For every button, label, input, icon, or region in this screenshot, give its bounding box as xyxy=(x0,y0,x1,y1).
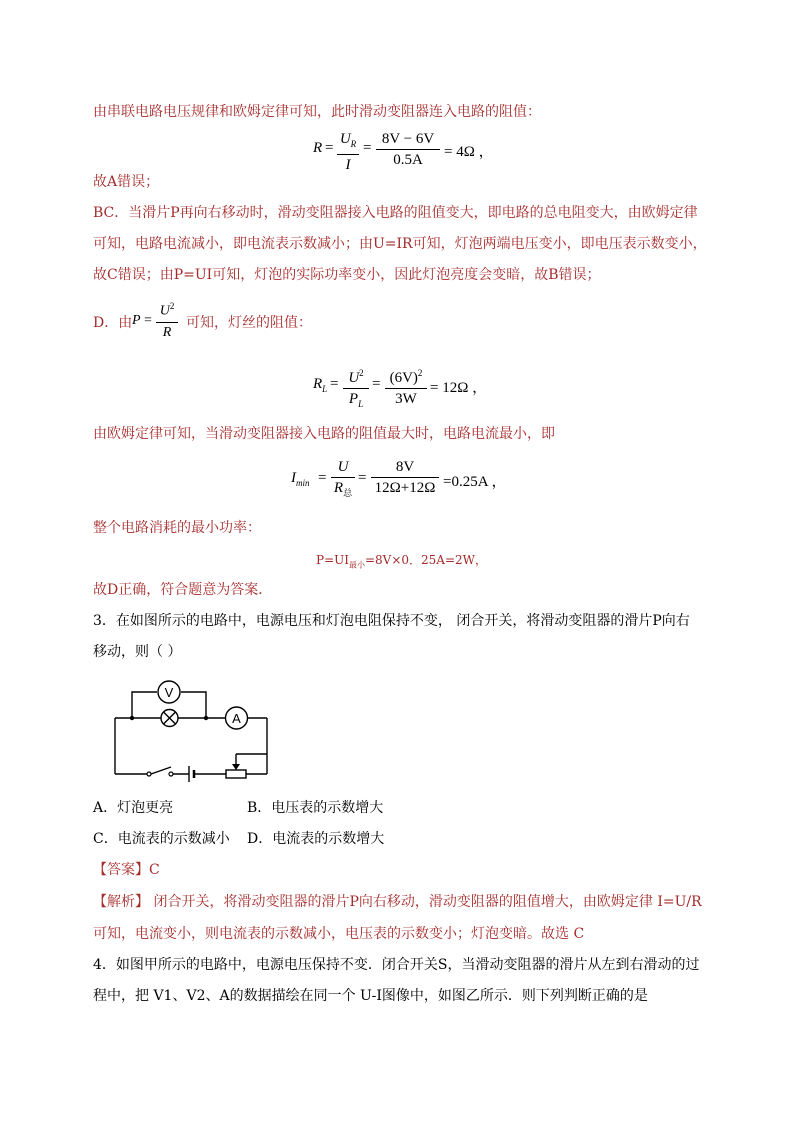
text-line: 由欧姆定律可知，当滑动变阻器接入电路的阻值最大时，电路电流最小，即 xyxy=(93,426,555,442)
question-4-text: 4．如图甲所示的电路中，电源电压保持不变．闭合开关S，当滑动变阻器的滑片从左到右滑动的过 xyxy=(93,957,700,973)
text-line: 整个电路消耗的最小功率： xyxy=(93,520,261,536)
text-line: 故C错误；由P=UI可知，灯泡的实际功率变小，因此灯泡亮度会变暗，故B错误； xyxy=(93,267,601,283)
answer-label: 【答案】 xyxy=(93,862,149,878)
question-4-text: 程中，把 V1、V2、A的数据描绘在同一个 U-I图像中，如图乙所示．则下列判断正确的是 xyxy=(93,988,648,1004)
question-3-text: 移动，则（ ） xyxy=(93,644,182,660)
option-d: D．电流表的示数增大 xyxy=(247,831,385,847)
ammeter-label: A xyxy=(232,711,241,726)
option-b: B．电压表的示数增大 xyxy=(247,800,384,816)
voltmeter-label: V xyxy=(164,685,174,700)
text-line: 故D正确，符合题意为答案． xyxy=(93,582,273,598)
text-line: 由串联电路电压规律和欧姆定律可知，此时滑动变阻器连入电路的阻值： xyxy=(93,104,541,120)
option-a: A．灯泡更亮 xyxy=(93,800,174,816)
answer-value: C xyxy=(149,862,160,878)
analysis-label: 【解析】 xyxy=(93,894,149,910)
analysis-line: 【解析】 闭合开关，将滑动变阻器的滑片P向右移动，滑动变阻器的阻值增大，由欧姆定律 I=U/R xyxy=(93,894,702,910)
text-line: BC．当滑片P再向右移动时，滑动变阻器接入电路的阻值变大，即电路的总电阻变大，由欧姆定律 xyxy=(93,205,698,221)
option-c: C．电流表的示数减小 xyxy=(93,831,230,847)
text-line: 可知，灯丝的阻值： xyxy=(186,315,312,331)
circuit-diagram xyxy=(105,678,275,784)
text-line: D．由 xyxy=(93,315,133,331)
answer xyxy=(93,860,160,880)
text-line: 故A错误； xyxy=(93,174,160,190)
text-line: 可知，电路电流减小，即电流表示数减小；由U=IR可知，灯泡两端电压变小，即电压表示数变小， xyxy=(93,236,707,252)
min-power-equation: $P=UI_{最小}=8V\times 0$．25A=2W， xyxy=(316,553,487,570)
analysis-line: 可知，电流变小，则电流表的示数减小，电压表的示数变小；灯泡变暗。故选 C xyxy=(93,926,585,942)
question-3-text: 3．在如图所示的电路中，电源电压和灯泡电阻保持不变， 闭合开关，将滑动变阻器的滑片P向右 xyxy=(93,613,690,629)
